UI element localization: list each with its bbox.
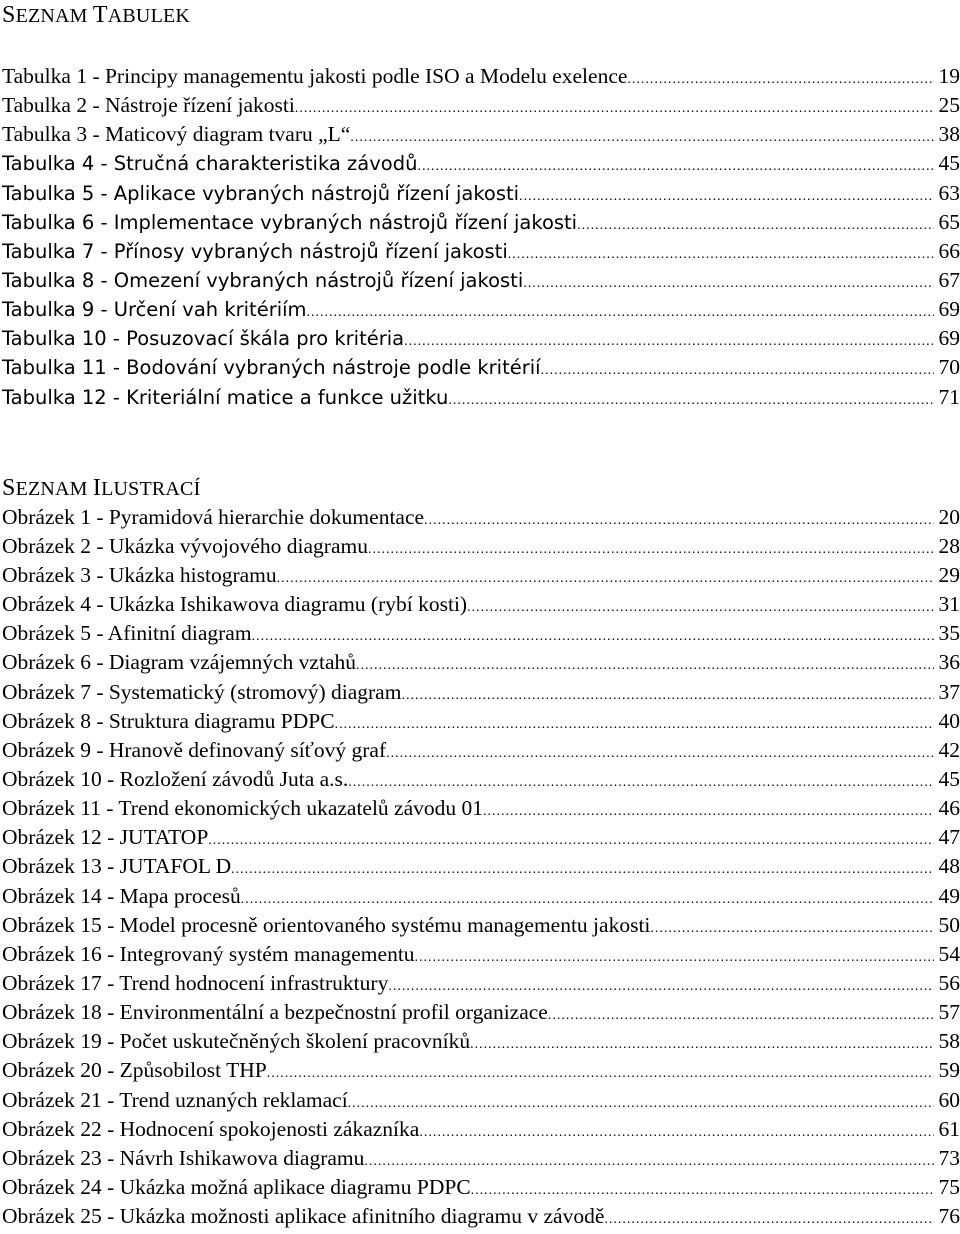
table-entry[interactable]	[2, 266, 960, 295]
table-entry-label: Tabulka 9 - Určení vah kritériím	[2, 298, 307, 322]
dot-leader	[627, 65, 934, 94]
table-entry[interactable]	[2, 353, 960, 382]
figure-entry-label: Obrázek 16 - Integrovaný systém managementu	[2, 941, 415, 966]
list-of-tables	[2, 62, 960, 412]
dot-leader	[519, 182, 934, 211]
figure-entry-label: Obrázek 12 - JUTATOP	[2, 825, 209, 850]
table-entry-label: Tabulka 1 - Principy managementu jakosti podle ISO a Modelu exelence	[2, 64, 628, 88]
table-entry-label: Tabulka 6 - Implementace vybraných nástrojů řízení jakosti	[2, 210, 578, 234]
dot-leader	[388, 972, 934, 1001]
figure-entry[interactable]	[2, 707, 960, 736]
figure-entry[interactable]	[2, 969, 960, 998]
figure-entry-label: Obrázek 10 - Rozložení závodů Juta a.s.	[2, 766, 349, 791]
dot-leader	[368, 535, 934, 564]
figure-entry-page-number: 49	[938, 883, 960, 908]
table-entry-page-number: 63	[938, 180, 960, 205]
figure-entry[interactable]	[2, 765, 960, 794]
figure-entry-page-number: 76	[938, 1204, 960, 1229]
dot-leader	[401, 681, 934, 710]
table-entry-page-number: 65	[938, 209, 960, 234]
figure-entry-page-number: 42	[938, 737, 960, 762]
table-entry[interactable]	[2, 324, 960, 353]
figure-entry[interactable]	[2, 678, 960, 707]
figure-entry[interactable]	[2, 794, 960, 823]
dot-leader	[335, 710, 934, 739]
figure-entry-label: Obrázek 22 - Hodnocení spokojenosti zákazníka	[2, 1116, 420, 1141]
figure-entry-label: Obrázek 7 - Systematický (stromový) diagram	[2, 679, 402, 704]
table-entry[interactable]	[2, 208, 960, 237]
dot-leader	[424, 506, 934, 535]
dot-leader	[386, 739, 934, 768]
table-entry-page-number: 69	[938, 326, 960, 351]
dot-leader	[548, 1001, 934, 1030]
figure-entry-label: Obrázek 23 - Návrh Ishikawova diagramu	[2, 1145, 365, 1170]
dot-leader	[267, 1059, 934, 1088]
table-entry-label: Tabulka 8 - Omezení vybraných nástrojů řízení jakosti	[2, 268, 524, 292]
table-entry[interactable]	[2, 62, 960, 91]
figure-entry-label: Obrázek 19 - Počet uskutečněných školení pracovníků	[2, 1029, 471, 1054]
figure-entry[interactable]	[2, 998, 960, 1027]
figure-entry-page-number: 37	[938, 679, 960, 704]
table-entry-label: Tabulka 3 - Maticový diagram tvaru „L“	[2, 122, 351, 147]
figure-entry[interactable]	[2, 1202, 960, 1231]
dot-leader	[508, 240, 934, 269]
table-entry-page-number: 38	[938, 122, 960, 147]
table-entry-label: Tabulka 11 - Bodování vybraných nástroje podle kritérií	[2, 356, 541, 380]
table-entry-label: Tabulka 5 - Aplikace vybraných nástrojů řízení jakosti	[2, 181, 520, 205]
dot-leader	[471, 1176, 934, 1205]
figure-entry[interactable]	[2, 648, 960, 677]
figure-entry-page-number: 31	[938, 592, 960, 617]
dot-leader	[448, 386, 934, 415]
table-entry[interactable]	[2, 383, 960, 412]
dot-leader	[295, 94, 934, 123]
figure-entry-page-number: 50	[938, 912, 960, 937]
figure-entry-page-number: 56	[938, 970, 960, 995]
figure-entry[interactable]	[2, 1173, 960, 1202]
figure-entry-page-number: 46	[938, 796, 960, 821]
dot-leader	[483, 797, 934, 826]
dot-leader	[364, 1147, 934, 1176]
table-entry-page-number: 70	[938, 355, 960, 380]
table-entry[interactable]	[2, 91, 960, 120]
figure-entry-label: Obrázek 5 - Afinitní diagram	[2, 621, 252, 646]
figure-entry-page-number: 35	[938, 621, 960, 646]
figure-entry-label: Obrázek 18 - Environmentální a bezpečnostní profil organizace	[2, 1000, 548, 1025]
dot-leader	[541, 356, 934, 385]
dot-leader	[277, 564, 934, 593]
table-entry[interactable]	[2, 179, 960, 208]
figure-entry-label: Obrázek 15 - Model procesně orientovaného systému managementu jakosti	[2, 912, 651, 937]
figure-entry-page-number: 58	[938, 1029, 960, 1054]
dot-leader	[252, 622, 934, 651]
figure-entry-page-number: 45	[938, 766, 960, 791]
dot-leader	[523, 269, 934, 298]
dot-leader	[208, 826, 934, 855]
dot-leader	[467, 593, 934, 622]
figure-entry-page-number: 61	[938, 1116, 960, 1141]
figure-entry-page-number: 75	[938, 1174, 960, 1199]
figure-entry[interactable]	[2, 1086, 960, 1115]
dot-leader	[348, 768, 934, 797]
table-entry-page-number: 66	[938, 238, 960, 263]
figure-entry-label: Obrázek 11 - Trend ekonomických ukazatelů závodu 01	[2, 796, 484, 821]
table-entry-page-number: 19	[938, 64, 960, 88]
figure-entry[interactable]	[2, 503, 960, 532]
document-page	[2, 0, 960, 1231]
figure-entry-page-number: 54	[938, 941, 960, 966]
table-entry[interactable]	[2, 295, 960, 324]
figure-entry-label: Obrázek 24 - Ukázka možná aplikace diagramu PDPC	[2, 1174, 471, 1199]
figure-entry[interactable]	[2, 1144, 960, 1173]
figure-entry-page-number: 48	[938, 854, 960, 879]
figure-entry-page-number: 28	[938, 533, 960, 558]
figure-entry-page-number: 40	[938, 708, 960, 733]
figure-entry-label: Obrázek 1 - Pyramidová hierarchie dokumentace	[2, 504, 425, 529]
figure-entry[interactable]	[2, 736, 960, 765]
figure-entry[interactable]	[2, 1027, 960, 1056]
figure-entry[interactable]	[2, 1115, 960, 1144]
figure-entry-page-number: 60	[938, 1087, 960, 1112]
figure-entry-label: Obrázek 8 - Struktura diagramu PDPC	[2, 708, 335, 733]
table-entry[interactable]	[2, 149, 960, 178]
dot-leader	[348, 1089, 934, 1118]
table-entry-page-number: 71	[938, 384, 960, 409]
dot-leader	[650, 914, 934, 943]
dot-leader	[350, 123, 934, 152]
list-of-figures-heading: SEZNAM ILUSTRACÍ	[2, 474, 201, 501]
dot-leader	[577, 211, 934, 240]
figure-entry[interactable]	[2, 882, 960, 911]
figure-entry-page-number: 20	[938, 504, 960, 529]
table-entry-label: Tabulka 12 - Kriteriální matice a funkce užitku	[2, 385, 449, 409]
figure-entry-label: Obrázek 14 - Mapa procesů	[2, 883, 241, 908]
figure-entry-label: Obrázek 9 - Hranově definovaný síťový graf	[2, 737, 387, 762]
list-of-tables-heading: SEZNAM TABULEK	[2, 2, 191, 28]
figure-entry-page-number: 29	[938, 562, 960, 587]
dot-leader	[356, 651, 934, 680]
figure-entry[interactable]	[2, 823, 960, 852]
dot-leader	[307, 298, 934, 327]
dot-leader	[404, 327, 934, 356]
figure-entry[interactable]	[2, 590, 960, 619]
figure-entry-page-number: 36	[938, 650, 960, 675]
figure-entry-page-number: 57	[938, 1000, 960, 1025]
figure-entry-label: Obrázek 13 - JUTAFOL D	[2, 854, 232, 879]
table-entry[interactable]	[2, 120, 960, 149]
dot-leader	[604, 1205, 934, 1234]
table-entry-label: Tabulka 10 - Posuzovací škála pro kritéria	[2, 327, 405, 351]
figure-entry[interactable]	[2, 619, 960, 648]
table-entry-page-number: 69	[938, 297, 960, 322]
figure-entry-label: Obrázek 6 - Diagram vzájemných vztahů	[2, 650, 356, 675]
dot-leader	[417, 152, 934, 181]
figure-entry-label: Obrázek 3 - Ukázka histogramu	[2, 562, 277, 587]
figure-entry-label: Obrázek 2 - Ukázka vývojového diagramu	[2, 533, 368, 558]
table-entry-label: Tabulka 2 - Nástroje řízení jakosti	[2, 93, 295, 118]
figure-entry-label: Obrázek 17 - Trend hodnocení infrastruktury	[2, 970, 389, 995]
figure-entry-label: Obrázek 21 - Trend uznaných reklamací	[2, 1087, 348, 1112]
figure-entry-page-number: 47	[938, 825, 960, 850]
figure-entry-label: Obrázek 4 - Ukázka Ishikawova diagramu (rybí kosti)	[2, 592, 468, 617]
dot-leader	[415, 943, 934, 972]
figure-entry[interactable]	[2, 561, 960, 590]
figure-entry[interactable]	[2, 940, 960, 969]
figure-entry[interactable]	[2, 911, 960, 940]
table-entry-label: Tabulka 7 - Přínosy vybraných nástrojů řízení jakosti	[2, 239, 508, 263]
figure-entry-label: Obrázek 20 - Způsobilost THP	[2, 1058, 267, 1083]
figure-entry[interactable]	[2, 532, 960, 561]
table-entry-page-number: 25	[938, 93, 960, 118]
table-entry[interactable]	[2, 237, 960, 266]
figure-entry-page-number: 73	[938, 1145, 960, 1170]
dot-leader	[419, 1118, 934, 1147]
dot-leader	[231, 855, 934, 884]
figure-entry-page-number: 59	[938, 1058, 960, 1083]
figure-entry[interactable]	[2, 1056, 960, 1085]
dot-leader	[470, 1030, 934, 1059]
list-of-figures	[2, 503, 960, 1232]
dot-leader	[241, 885, 934, 914]
table-entry-label: Tabulka 4 - Stručná charakteristika závodů	[2, 152, 418, 176]
figure-entry-label: Obrázek 25 - Ukázka možnosti aplikace afinitního diagramu v závodě	[2, 1204, 605, 1229]
table-entry-page-number: 45	[938, 151, 960, 176]
table-entry-page-number: 67	[938, 267, 960, 292]
figure-entry[interactable]	[2, 852, 960, 881]
